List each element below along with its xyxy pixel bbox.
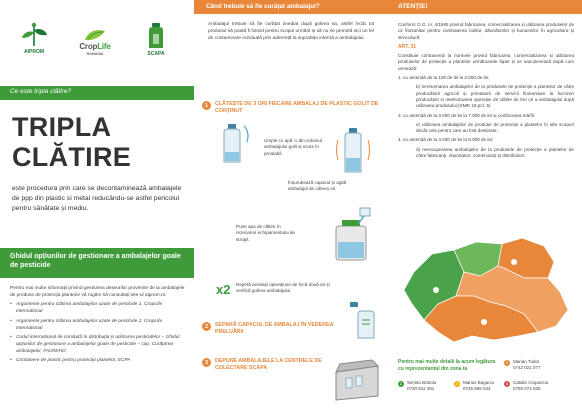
contact-heading: Pentru mai multe detalii la acum legătura cu reprezentantul din zona ta xyxy=(398,359,496,372)
title-description: este procedura prin care se decontaminează ambalajele de ppp din plastic si metal reducându-se astfel pericolul pentru sănătate și mediu. xyxy=(12,185,182,212)
right-panel xyxy=(388,0,582,412)
fill-bottle-icon xyxy=(214,122,256,166)
guide-item: • Argumente pentru clătirea ambalajelor uzate de pesticide 1, CropLife International xyxy=(10,302,188,315)
contact-name: Catalin Ciopanciu xyxy=(513,380,549,385)
step-1d-text: Repetă aceeași operațiune de încă două ori și verifică golirea ambalajului. xyxy=(236,282,330,294)
law-intro: Conform O.G. nr. 4/1995 privind fabricarea, comercializarea și utilizarea produselor de uz fitosanitar pentru combaterea bolilor, dăunătorilor și buruienilor în agricultura și silvicultură xyxy=(398,22,574,40)
repeat-x2: x2 xyxy=(216,282,231,297)
scapa-bottle-icon xyxy=(145,22,167,50)
fine-3: 3. cu amendă de la 3.000 de lei la 7.000 de lei și confiscarea mărfii: xyxy=(398,112,536,118)
croplife-leaf-icon xyxy=(82,28,108,42)
contact-phone[interactable]: 0742 021 077 xyxy=(513,365,541,371)
step-number: 2 xyxy=(202,322,211,331)
contact-phone[interactable]: 0730 811 391 xyxy=(407,386,435,392)
contact-details xyxy=(513,380,548,392)
contact-name: Simina Bratolu xyxy=(407,380,437,385)
contact-card xyxy=(504,359,541,371)
when-clean-header: Când trebuie să fie curățat ambalajul? xyxy=(194,0,388,14)
scapa-logo xyxy=(136,22,176,57)
croplife-wordmark xyxy=(79,42,110,51)
contact-phone[interactable]: 0745 665 043 xyxy=(463,386,491,392)
step-1a-text: Umple cu apă ¼ din volumul ambalajului golit și scurs în prealabil. xyxy=(264,138,322,156)
contact-card xyxy=(504,380,548,392)
croplife-crop: Crop xyxy=(79,42,98,51)
step-1c-text: Pune apa de clătire în rezervorul echipamentului de stropit. xyxy=(236,224,295,242)
step-1 xyxy=(202,101,382,115)
contact-details xyxy=(463,380,494,392)
aiprom-leaf-icon xyxy=(19,22,49,48)
left-panel xyxy=(0,0,194,412)
contact-card xyxy=(398,380,436,392)
contact-number: 1 xyxy=(505,360,509,366)
shake-bottle-icon xyxy=(334,126,374,176)
page-title xyxy=(12,114,131,171)
logo-row xyxy=(14,22,184,62)
contact-phone[interactable]: 0755 074 825 xyxy=(513,386,541,392)
step-number: 1 xyxy=(202,101,211,110)
croplife-life: Life xyxy=(97,42,111,51)
attention-header: ATENȚIE! xyxy=(388,0,582,14)
contact-name: Marian Tudor xyxy=(513,359,540,364)
step-1b-text: Înșurubează capacul și agită ambalajul de câteva ori. xyxy=(288,180,347,192)
cap-separated-icon xyxy=(346,300,378,340)
fine-1: 1. cu amendă de la 100 de lei la 2.000 de lei: xyxy=(398,74,490,80)
aiprom-logo-text: AIPROM xyxy=(24,49,44,55)
title-line-1: TRIPLA xyxy=(12,112,112,142)
step-title: DEPUNE AMBALAJELE LA CENTRELE DE COLECTARE SCAPA xyxy=(215,358,322,372)
contact-number: 4 xyxy=(505,381,509,387)
romania-zones-map xyxy=(394,232,576,350)
guide-item: • Containere de plastic pentru protecția plantelor, ECPA xyxy=(10,358,188,365)
step-title: CLĂTEȘTE DE 3 ORI FIECARE AMBALAJ DE PLASTIC GOLIT DE CONȚINUT xyxy=(215,101,379,115)
sprayer-tank-icon xyxy=(330,206,378,264)
fine-1b: b) nereturnarea ambalajelor de la produsele de protecție a plantelor de către producătorii agricoli și prestatorii de servicii fitosanitare la furnizori producători și neefectuarea operației de clătire de trei ori a ambalajului după utilizarea produsului;(SMR 10-pct. 5) xyxy=(416,84,574,109)
title-line-2: CLĂTIRE xyxy=(12,142,132,172)
contact-details xyxy=(513,359,541,371)
croplife-subtext: ROMANIA xyxy=(86,52,104,56)
guide-item: • Argumente pentru clătirea ambalajelor uzate de pesticide 2, CropLife International xyxy=(10,319,188,332)
contact-details xyxy=(407,380,436,392)
step-number: 3 xyxy=(202,358,211,367)
fine-3e: e) utilizarea ambalajelor de produse de protecție a plantelor în alte scopuri decât cele pentru care au fost destinate; xyxy=(416,121,574,134)
attention-body xyxy=(398,22,574,162)
collection-bin-icon xyxy=(332,356,382,402)
contact-card xyxy=(454,380,494,392)
contact-name: Marius Bugaciu xyxy=(463,380,495,385)
guide-item: • Codul international de conduită în distribuția și utilizarea pesticidelor – Ghidul opțiunilor de gestionare a ambalajelor goale de pesticide – cap. Curățarea ambalajelor, FAO/WHO xyxy=(10,335,188,355)
fine-4: 4. cu amendă de la 4.000 de lei la 8.000 de lei: xyxy=(398,137,494,143)
guide-band: Ghidul opțiunilor de gestionare a ambalajelor goale de pesticide xyxy=(0,248,194,278)
contact-number: 2 xyxy=(399,381,403,387)
middle-panel xyxy=(194,0,388,412)
guide-body xyxy=(10,286,188,368)
guide-intro: Pentru mai multe informații privind gestiunea deșeurilor provenite de la ambalajele de produse de protecția plantelor vă rugăm să consultați site-ul aiprom.ro. xyxy=(10,286,185,298)
guide-list xyxy=(10,302,188,365)
aiprom-logo xyxy=(14,22,54,55)
contact-number: 3 xyxy=(455,381,459,387)
question-band: Ce este tripla clătire? xyxy=(0,86,194,100)
article-label: ART. 31 xyxy=(398,43,417,50)
step-title: SEPARĂ CAPACUL DE AMBALAJ ÎN VEDEREA PRELUĂRII xyxy=(215,322,334,336)
croplife-logo xyxy=(66,28,124,56)
scapa-logo-text: SCAPA xyxy=(147,51,165,57)
law-text: Constituie contravenții la normele privind fabricarea, comercializarea și utilizarea produselor de protecție a plantelor următoarele fapte și se sancționează după cum urmează: xyxy=(398,52,574,71)
fine-4d: d) nerecuperarea ambalajelor de la produsele de protecție a plantelor de către fabricanți, importatori, comercianți și distribuitori. xyxy=(416,146,574,159)
when-clean-intro: Ambalajul trebuie să fie curățat imediat după golirea sa, astfel încât tot produsul să poată fi folosit pentru scopul urmărit și să nu se permită nici un fel de contaminare reziduală prin aderență la suprafața internă a ambalajului. xyxy=(208,22,374,41)
